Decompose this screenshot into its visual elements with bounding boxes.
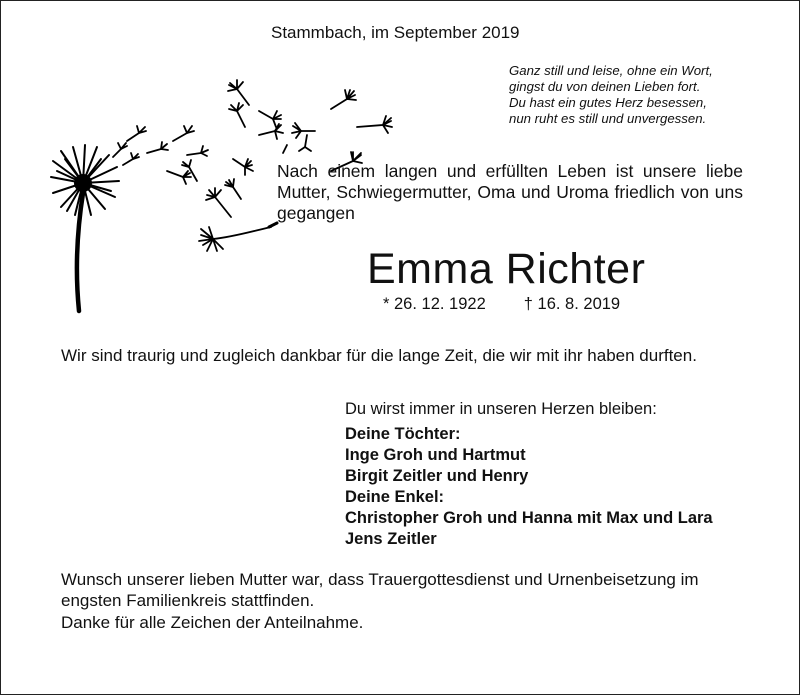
mourner-line: Christopher Groh und Hanna mit Max und Lara: [345, 509, 713, 527]
poem-line: Ganz still und leise, ohne ein Wort,: [509, 63, 713, 78]
mourner-line: Birgit Zeitler und Henry: [345, 467, 529, 485]
poem-line: nun ruht es still und unvergessen.: [509, 111, 707, 126]
poem-line: gingst du von deinen Lieben fort.: [509, 79, 701, 94]
dateline: Stammbach, im September 2019: [271, 23, 520, 42]
mourner-line: Inge Groh und Hartmut: [345, 446, 526, 464]
mourner-line: Deine Töchter:: [345, 425, 461, 443]
poem: [509, 63, 759, 127]
life-dates: [383, 295, 620, 314]
mourners-block: [345, 399, 713, 550]
intro-text: Nach einem langen und erfüllten Leben ist unsere liebe Mutter, Schwiegermutter, Oma und Uroma friedlich von uns gegangen: [277, 161, 743, 223]
thanks-text: Wir sind traurig und zugleich dankbar für die lange Zeit, die wir mit ihr haben durften.: [61, 346, 697, 365]
poem-line: Du hast ein gutes Herz besessen,: [509, 95, 707, 110]
death-date: † 16. 8. 2019: [523, 295, 621, 313]
birth-date: * 26. 12. 1922: [383, 295, 486, 313]
closing-thanks: Danke für alle Zeichen der Anteilnahme.: [61, 613, 364, 632]
mourners-heading: Du wirst immer in unseren Herzen bleiben:: [345, 400, 657, 418]
mourner-line: Deine Enkel:: [345, 488, 445, 506]
funeral-wish: Wunsch unserer lieben Mutter war, dass Trauergottesdienst und Urnenbeisetzung im engsten Familienkreis stattfinden.: [61, 570, 699, 610]
mourner-line: Jens Zeitler: [345, 530, 437, 548]
deceased-name: Emma Richter: [367, 245, 646, 293]
